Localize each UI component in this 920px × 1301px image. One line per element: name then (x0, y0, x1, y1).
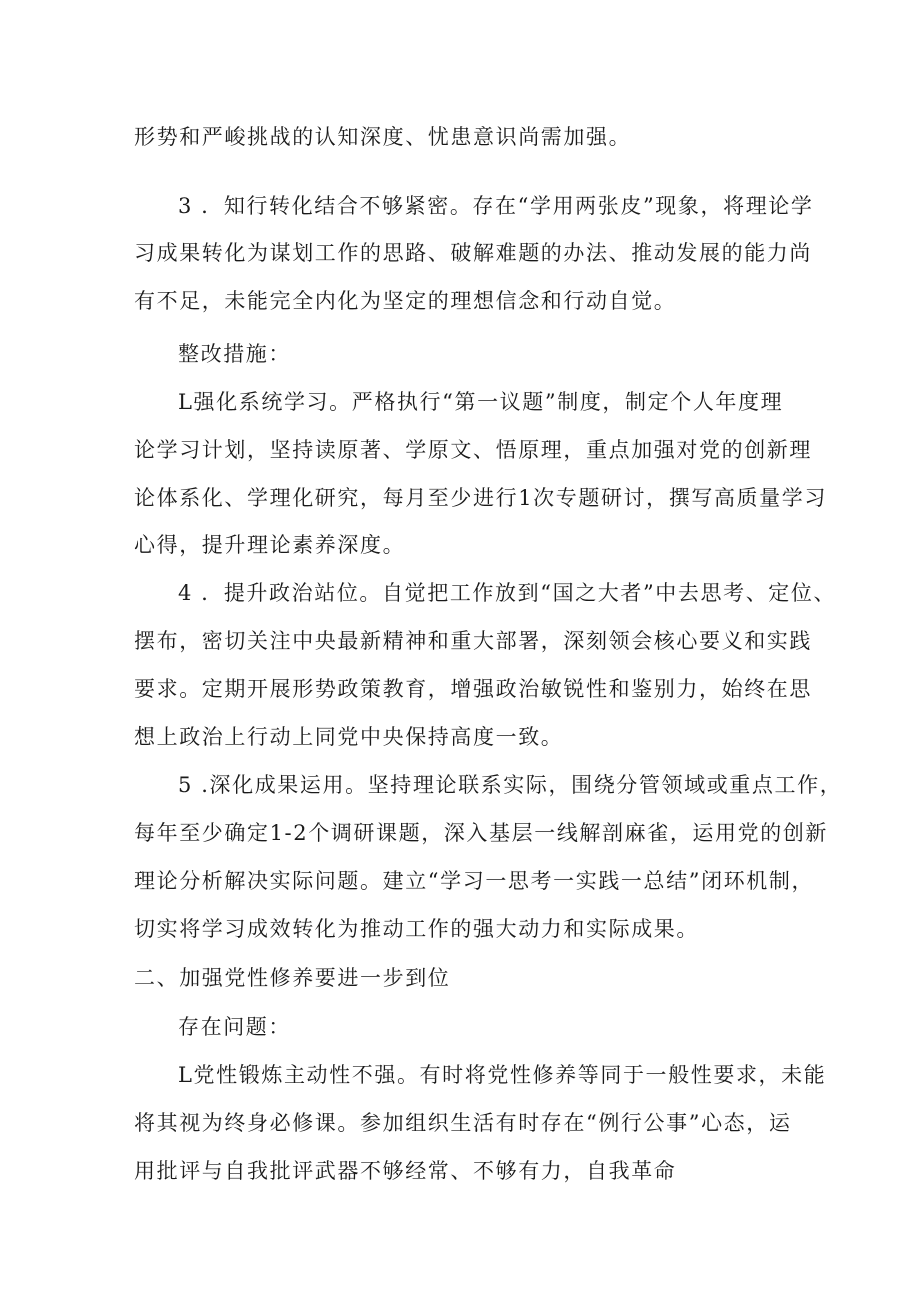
paragraph-line: 有不足，未能完全内化为坚定的理想信念和行动自觉。 (134, 289, 677, 313)
paragraph-line: 论学习计划，坚持读原著、学原文、悟原理，重点加强对党的创新理 (134, 438, 812, 462)
paragraph-line: 习成果转化为谋划工作的思路、破解难题的办法、推动发展的能力尚 (134, 241, 812, 265)
paragraph-line: 每年至少确定1-2个调研课题，深入基层一线解剖麻雀，运用党的创新 (134, 821, 829, 845)
paragraph-line: 形势和严峻挑战的认知深度、忧患意识尚需加强。 (134, 125, 632, 149)
paragraph-line: 要求。定期开展形势政策教育，增强政治敏锐性和鉴别力，始终在思 (134, 677, 812, 701)
paragraph-line: 摆布，密切关注中央最新精神和重大部署，深刻领会核心要义和实践 (134, 629, 812, 653)
paragraph-line: 切实将学习成效转化为推动工作的强大动力和实际成果。 (134, 917, 699, 941)
section-heading: 二、加强党性修养要进一步到位 (134, 966, 451, 990)
paragraph-line: 论体系化、学理化研究，每月至少进行1次专题研讨，撰写高质量学习 (134, 486, 827, 510)
paragraph-line: 心得，提升理论素养深度。 (134, 533, 406, 557)
paragraph-line: 用批评与自我批评武器不够经常、不够有力，自我革命 (134, 1159, 677, 1183)
paragraph-line: 3 ．知行转化结合不够紧密。存在“学用两张皮”现象，将理论学 (178, 194, 814, 218)
paragraph-line: L强化系统学习。严格执行“第一议题”制度，制定个人年度理 (178, 390, 784, 414)
paragraph-line: 将其视为终身必修课。参加组织生活有时存在“例行公事”心态，运 (134, 1111, 792, 1135)
paragraph-line: 4 ．提升政治站位。自觉把工作放到“国之大者”中去思考、定位、 (178, 581, 837, 605)
paragraph-line: 想上政治上行动上同党中央保持高度一致。 (134, 725, 564, 749)
paragraph-line: 5 .深化成果运用。坚持理论联系实际，围绕分管领域或重点工作， (178, 773, 843, 797)
section-label: 存在问题： (178, 1015, 291, 1039)
paragraph-line: L党性锻炼主动性不强。有时将党性修养等同于一般性要求，未能 (178, 1063, 827, 1087)
section-label: 整改措施： (178, 342, 291, 366)
paragraph-line: 理论分析解决实际问题。建立“学习一思考一实践一总结”闭环机制， (134, 869, 815, 893)
